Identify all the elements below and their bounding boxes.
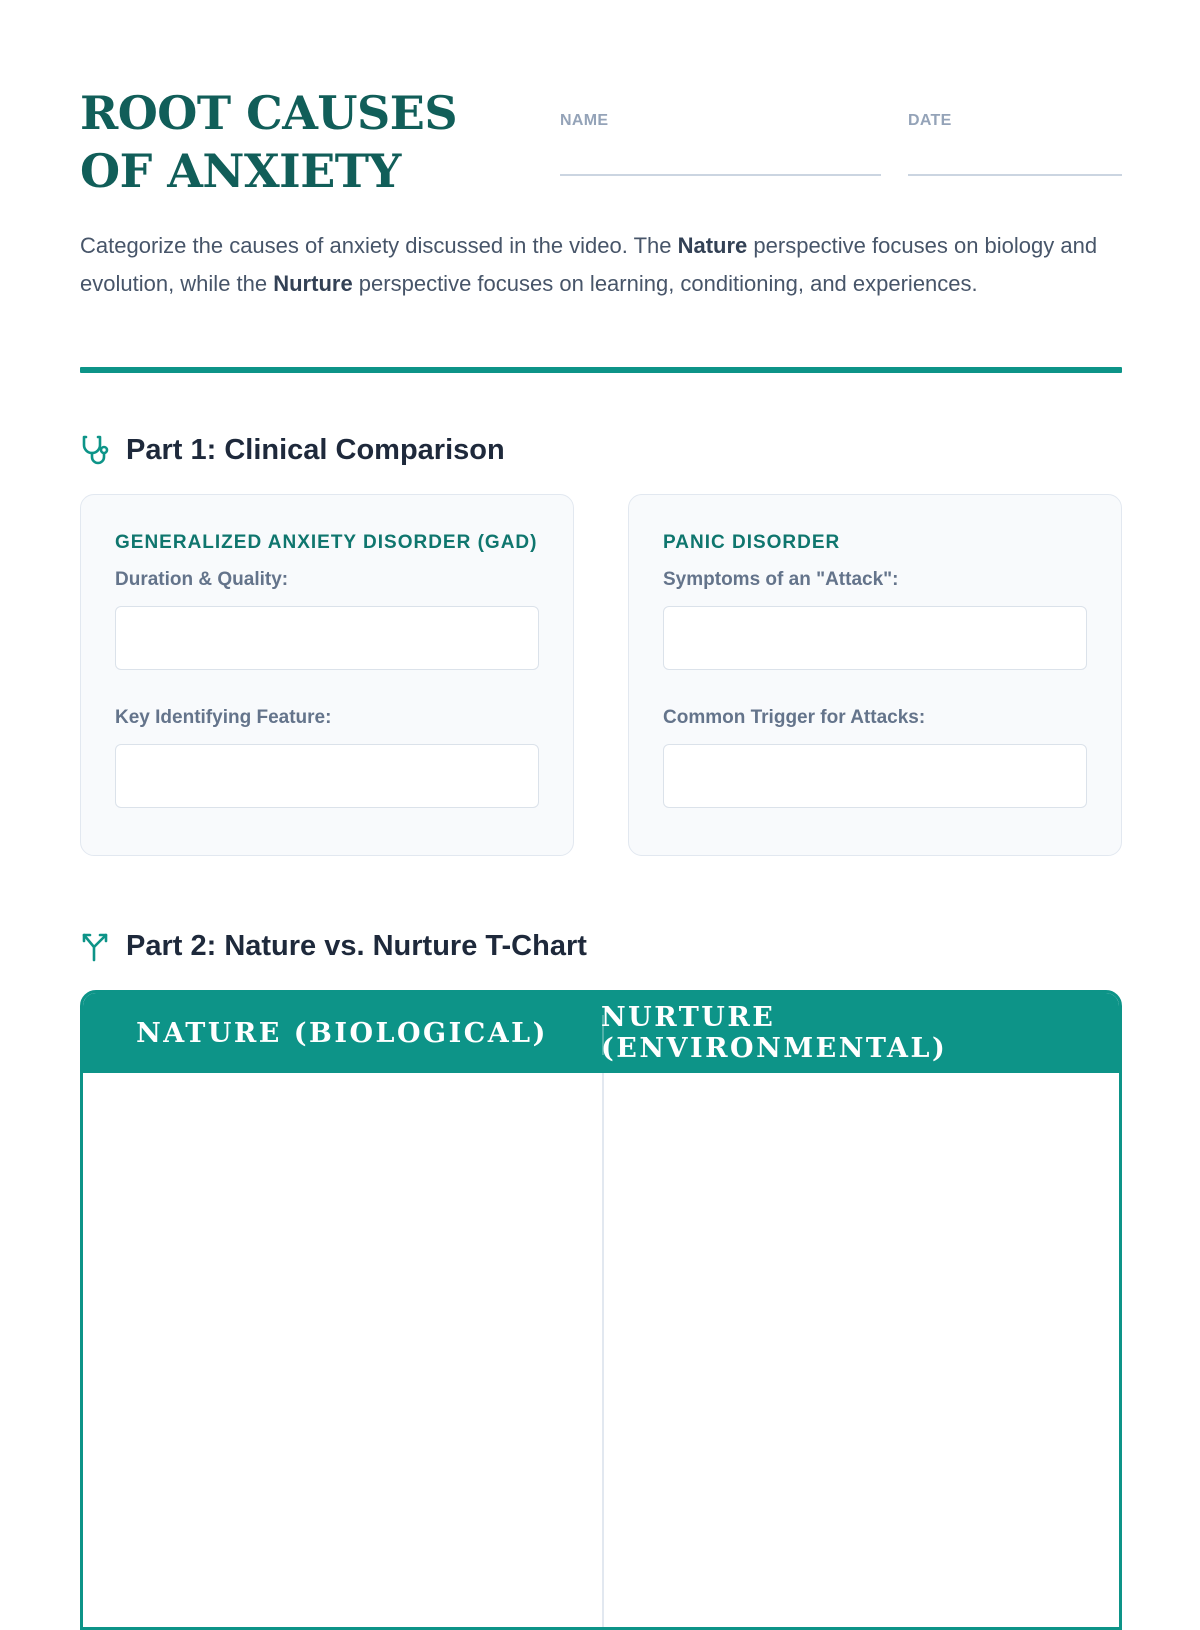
intro-bold-nurture: Nurture xyxy=(273,271,353,296)
name-field[interactable] xyxy=(560,112,880,130)
page-title: ROOT CAUSES OF ANXIETY xyxy=(80,86,458,198)
panic-trigger-answer[interactable] xyxy=(663,744,1087,808)
gad-duration-label: Duration & Quality: xyxy=(115,569,289,590)
t-chart xyxy=(80,990,1122,1630)
nature-column-header: NATURE (BIOLOGICAL) xyxy=(136,1017,548,1049)
nurture-column-header: NURTURE (ENVIRONMENTAL) xyxy=(601,1002,948,1064)
part2-heading-text: Part 2: Nature vs. Nurture T-Chart xyxy=(126,929,587,962)
intro-text-3: perspective focuses on learning, conditioning, and experiences. xyxy=(352,271,978,296)
gad-feature-label: Key Identifying Feature: xyxy=(115,707,332,728)
gad-title: GENERALIZED ANXIETY DISORDER (GAD) xyxy=(115,532,538,553)
name-line[interactable] xyxy=(560,174,881,176)
date-line[interactable] xyxy=(908,174,1122,176)
nurture-column-area[interactable] xyxy=(601,1073,1119,1630)
part1-heading xyxy=(80,433,505,467)
panic-trigger-label: Common Trigger for Attacks: xyxy=(663,707,926,728)
gad-card xyxy=(80,494,574,856)
part2-heading xyxy=(80,929,587,963)
panic-symptoms-answer[interactable] xyxy=(663,606,1087,670)
intro-text-2: perspective focuses on biology and evolution, while the xyxy=(80,233,1098,296)
intro-text-1: Categorize the causes of anxiety discussed in the video. The xyxy=(80,233,678,258)
panic-title: PANIC DISORDER xyxy=(663,532,841,553)
instructions xyxy=(80,227,1120,303)
header-column-divider xyxy=(602,1015,604,1055)
gad-duration-answer[interactable] xyxy=(115,606,539,670)
header xyxy=(80,0,1120,215)
date-field[interactable] xyxy=(908,112,1122,130)
stethoscope-icon xyxy=(80,433,114,467)
name-label: NAME xyxy=(560,112,609,129)
header-divider xyxy=(80,367,1122,373)
part1-heading-text: Part 1: Clinical Comparison xyxy=(126,433,505,466)
nature-column-area[interactable] xyxy=(83,1073,601,1630)
split-arrow-icon xyxy=(80,929,114,963)
date-label: DATE xyxy=(908,112,952,129)
panic-card xyxy=(628,494,1122,856)
panic-symptoms-label: Symptoms of an "Attack": xyxy=(663,569,899,590)
body-column-divider xyxy=(602,1073,604,1630)
gad-feature-answer[interactable] xyxy=(115,744,539,808)
t-chart-header xyxy=(83,993,1119,1073)
t-chart-body xyxy=(83,1073,1119,1630)
intro-bold-nature: Nature xyxy=(677,233,748,258)
